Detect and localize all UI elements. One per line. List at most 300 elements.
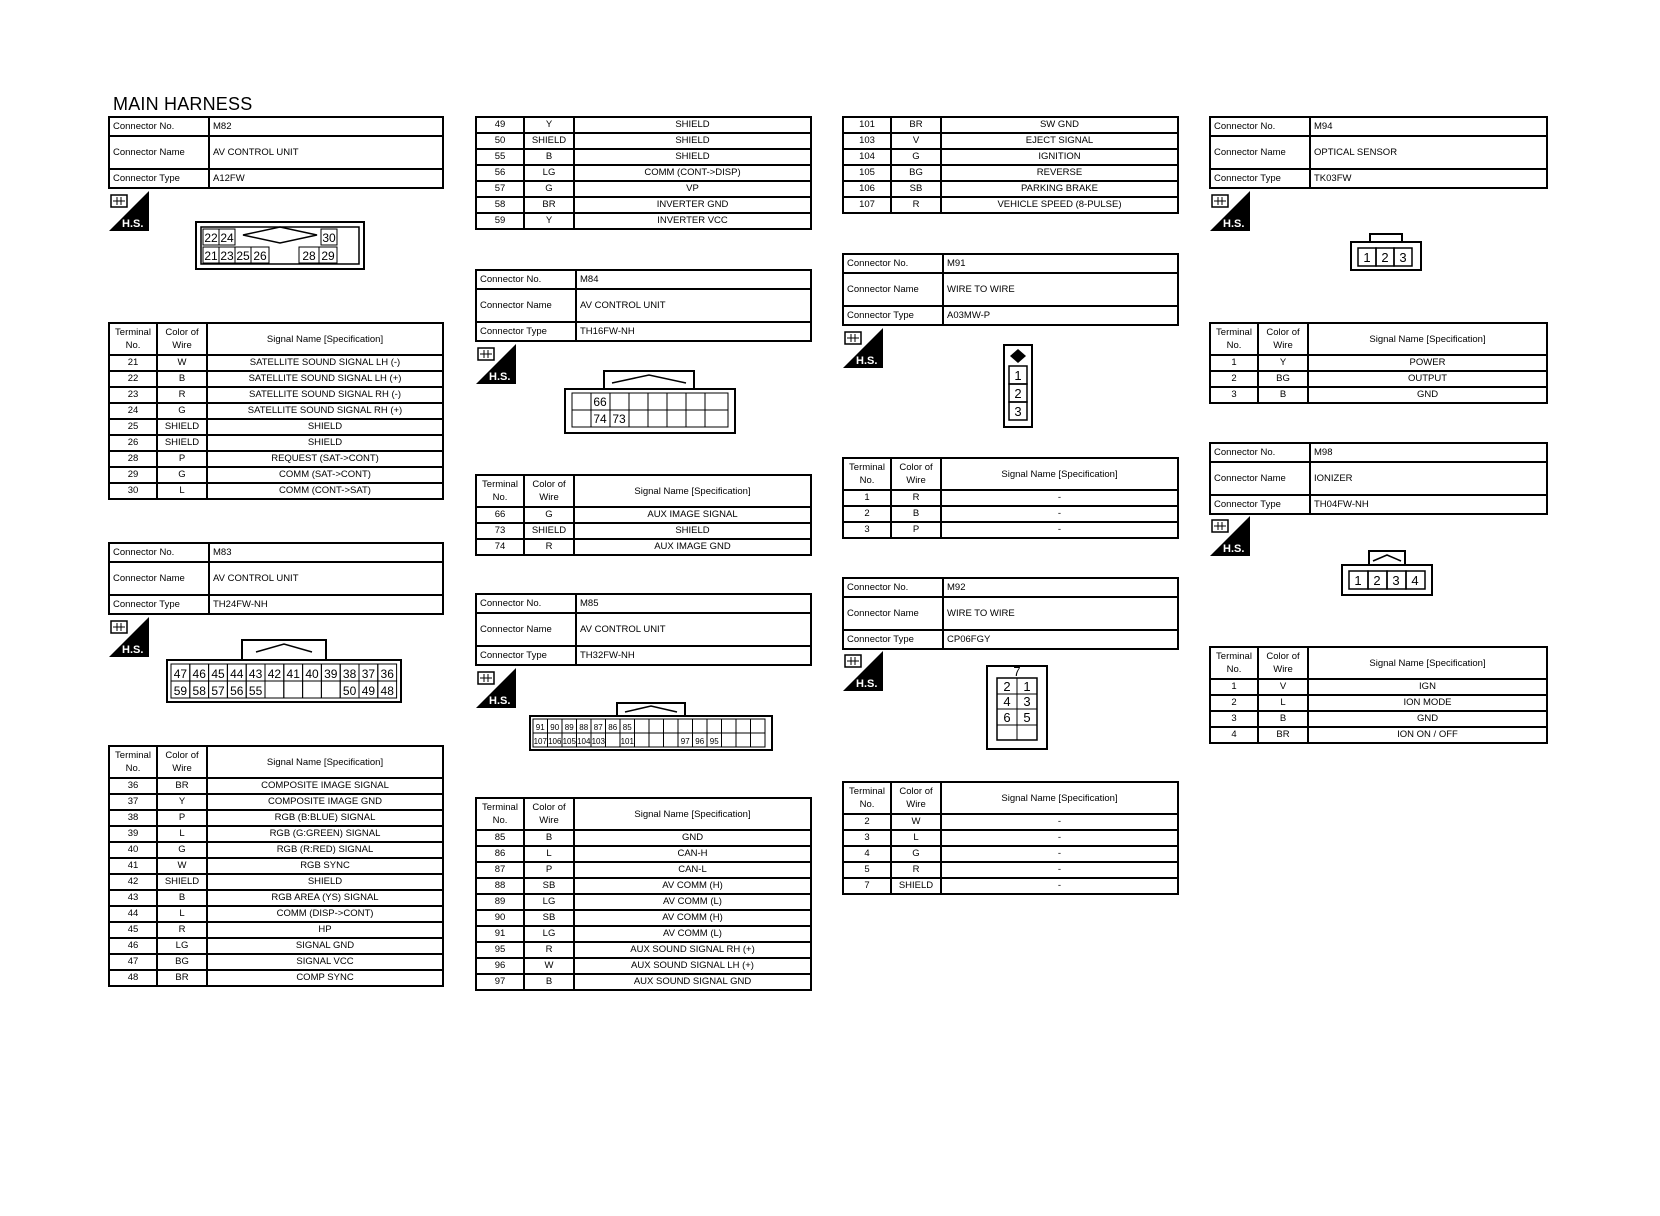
signal-name: COMM (SAT->CONT) <box>207 467 443 483</box>
terminal-no: 48 <box>109 970 157 986</box>
wire-color: SHIELD <box>524 133 574 149</box>
wire-color: SHIELD <box>157 419 207 435</box>
signal-name: SW GND <box>941 117 1178 133</box>
table-row <box>109 890 443 906</box>
terminal-no: 1 <box>843 490 891 506</box>
wire-color: Y <box>1258 355 1308 371</box>
hs-label: H.S. <box>122 644 144 656</box>
terminal-no: 3 <box>1210 711 1258 727</box>
pin-label: 36 <box>380 667 394 681</box>
label-connector-no: Connector No. <box>1210 117 1310 136</box>
terminal-table-m91 <box>842 457 1179 539</box>
pin-label: 2 <box>1014 386 1022 401</box>
wire-color: BR <box>891 117 941 133</box>
pin-label: 95 <box>709 737 719 746</box>
pin-label: 23 <box>220 249 234 263</box>
signal-name: COMP SYNC <box>207 970 443 986</box>
pin-label: 47 <box>173 667 188 681</box>
terminal-no: 30 <box>109 483 157 499</box>
header-color-of-wire: Color of Wire <box>891 782 941 814</box>
signal-name: SHIELD <box>207 435 443 451</box>
terminal-no: 26 <box>109 435 157 451</box>
pin-label: 3 <box>1392 573 1400 588</box>
header-signal-name: Signal Name [Specification] <box>941 782 1178 814</box>
pin-label: 1 <box>1363 250 1371 265</box>
wire-color: B <box>524 830 574 846</box>
signal-name: - <box>941 490 1178 506</box>
connector-name: AV CONTROL UNIT <box>209 136 443 169</box>
header-signal-name: Signal Name [Specification] <box>574 475 811 507</box>
terminal-no: 38 <box>109 810 157 826</box>
signal-name: - <box>941 814 1178 830</box>
label-connector-type: Connector Type <box>1210 495 1310 514</box>
signal-name: AV COMM (L) <box>574 926 811 942</box>
signal-name: SHIELD <box>207 419 443 435</box>
terminal-no: 7 <box>843 878 891 894</box>
signal-name: IGN <box>1308 679 1547 695</box>
wire-color: LG <box>157 938 207 954</box>
pin-label: 3 <box>1014 404 1022 419</box>
table-row <box>109 778 443 794</box>
wire-color: R <box>891 197 941 213</box>
pin-label: 28 <box>302 249 316 263</box>
signal-name: VEHICLE SPEED (8-PULSE) <box>941 197 1178 213</box>
signal-name: CAN-L <box>574 862 811 878</box>
terminal-no: 49 <box>476 117 524 133</box>
table-row <box>843 133 1178 149</box>
signal-name: SHIELD <box>574 133 811 149</box>
terminal-no: 89 <box>476 894 524 910</box>
pin-label: 29 <box>321 249 335 263</box>
table-row <box>1210 711 1547 727</box>
wire-color: P <box>524 862 574 878</box>
table-row <box>843 830 1178 846</box>
wire-color: Y <box>524 117 574 133</box>
signal-name: SATELLITE SOUND SIGNAL RH (+) <box>207 403 443 419</box>
terminal-no: 2 <box>843 814 891 830</box>
wire-color: R <box>524 539 574 555</box>
table-row <box>109 954 443 970</box>
connector-name: AV CONTROL UNIT <box>576 613 811 646</box>
signal-name: HP <box>207 922 443 938</box>
wire-color: B <box>157 371 207 387</box>
table-row <box>476 507 811 523</box>
label-connector-type: Connector Type <box>109 169 209 188</box>
wire-color: BG <box>1258 371 1308 387</box>
table-row <box>476 862 811 878</box>
signal-name: AV COMM (H) <box>574 878 811 894</box>
connector-no: M98 <box>1310 443 1547 462</box>
terminal-no: 3 <box>843 522 891 538</box>
label-connector-no: Connector No. <box>1210 443 1310 462</box>
connector-no: M91 <box>943 254 1178 273</box>
table-row <box>843 846 1178 862</box>
terminal-no: 105 <box>843 165 891 181</box>
wire-color: B <box>891 506 941 522</box>
wire-color: Y <box>157 794 207 810</box>
table-row <box>476 523 811 539</box>
terminal-no: 23 <box>109 387 157 403</box>
terminal-no: 66 <box>476 507 524 523</box>
table-row <box>476 894 811 910</box>
wire-color: L <box>157 826 207 842</box>
label-connector-no: Connector No. <box>843 254 943 273</box>
header-terminal-no: Terminal No. <box>1210 323 1258 355</box>
signal-name: INVERTER GND <box>574 197 811 213</box>
table-row <box>109 922 443 938</box>
table-row <box>476 926 811 942</box>
table-row <box>476 958 811 974</box>
connector-info-m92 <box>842 577 1179 650</box>
wire-color: B <box>524 149 574 165</box>
table-row <box>1210 727 1547 743</box>
terminal-no: 40 <box>109 842 157 858</box>
table-row <box>843 490 1178 506</box>
label-connector-name: Connector Name <box>843 597 943 630</box>
pin-label: 42 <box>267 667 282 681</box>
terminal-no: 107 <box>843 197 891 213</box>
table-row <box>109 906 443 922</box>
wire-color: V <box>891 133 941 149</box>
pin-label: 3 <box>1023 694 1031 709</box>
table-row <box>1210 355 1547 371</box>
table-row <box>109 858 443 874</box>
terminal-no: 85 <box>476 830 524 846</box>
label-connector-name: Connector Name <box>476 613 576 646</box>
connector-name: WIRE TO WIRE <box>943 273 1178 306</box>
connector-name: OPTICAL SENSOR <box>1310 136 1547 169</box>
terminal-no: 58 <box>476 197 524 213</box>
connector-name: AV CONTROL UNIT <box>576 289 811 322</box>
signal-name: GND <box>574 830 811 846</box>
pin-label: 106 <box>548 737 562 746</box>
signal-name: SHIELD <box>574 117 811 133</box>
label-connector-name: Connector Name <box>476 289 576 322</box>
connector-type: TK03FW <box>1310 169 1547 188</box>
connector-type: CP06FGY <box>943 630 1178 649</box>
table-row <box>476 197 811 213</box>
signal-name: RGB (B:BLUE) SIGNAL <box>207 810 443 826</box>
header-color-of-wire: Color of Wire <box>1258 323 1308 355</box>
table-row <box>843 181 1178 197</box>
wire-color: G <box>891 149 941 165</box>
signal-name: AUX IMAGE SIGNAL <box>574 507 811 523</box>
pin-label: 50 <box>342 684 357 698</box>
hs-label: H.S. <box>856 355 878 367</box>
connector-no: M82 <box>209 117 443 136</box>
terminal-no: 28 <box>109 451 157 467</box>
wire-color: LG <box>524 165 574 181</box>
connector-type: TH04FW-NH <box>1310 495 1547 514</box>
table-row <box>843 506 1178 522</box>
terminal-table-m82 <box>108 322 444 500</box>
terminal-no: 45 <box>109 922 157 938</box>
signal-name: SATELLITE SOUND SIGNAL RH (-) <box>207 387 443 403</box>
pin-label: 37 <box>361 667 376 681</box>
table-row <box>109 938 443 954</box>
label-connector-name: Connector Name <box>1210 462 1310 495</box>
signal-name: COMPOSITE IMAGE GND <box>207 794 443 810</box>
terminal-table-m85-continued <box>842 116 1179 214</box>
hs-label: H.S. <box>856 678 878 690</box>
table-row <box>476 974 811 990</box>
signal-name: AUX SOUND SIGNAL LH (+) <box>574 958 811 974</box>
signal-name: AUX SOUND SIGNAL RH (+) <box>574 942 811 958</box>
signal-name: AUX SOUND SIGNAL GND <box>574 974 811 990</box>
table-row <box>843 814 1178 830</box>
label-connector-name: Connector Name <box>843 273 943 306</box>
pin-label: 21 <box>204 249 218 263</box>
table-row <box>109 826 443 842</box>
table-row <box>476 117 811 133</box>
wire-color: LG <box>524 894 574 910</box>
signal-name: SHIELD <box>207 874 443 890</box>
connector-no: M84 <box>576 270 811 289</box>
terminal-no: 37 <box>109 794 157 810</box>
terminal-no: 42 <box>109 874 157 890</box>
pin-label: 30 <box>322 231 336 245</box>
signal-name: COMM (CONT->DISP) <box>574 165 811 181</box>
table-row <box>476 539 811 555</box>
wire-color: G <box>524 181 574 197</box>
wire-color: SHIELD <box>157 874 207 890</box>
table-row <box>476 213 811 229</box>
label-connector-type: Connector Type <box>476 322 576 341</box>
terminal-no: 106 <box>843 181 891 197</box>
pin-label: 59 <box>173 684 188 698</box>
terminal-no: 25 <box>109 419 157 435</box>
pin-label: 88 <box>579 723 589 732</box>
table-row <box>1210 695 1547 711</box>
connector-info-m94 <box>1209 116 1548 189</box>
signal-name: GND <box>1308 711 1547 727</box>
wire-color: BR <box>1258 727 1308 743</box>
signal-name: - <box>941 830 1178 846</box>
pin-label: 41 <box>286 667 300 681</box>
pin-label: 107 <box>533 737 547 746</box>
table-row <box>109 451 443 467</box>
pin-label: 46 <box>192 667 206 681</box>
terminal-no: 5 <box>843 862 891 878</box>
pin-label: 96 <box>695 737 705 746</box>
terminal-no: 59 <box>476 213 524 229</box>
pin-label: 24 <box>220 231 234 245</box>
table-row <box>476 910 811 926</box>
pin-label: 7 <box>1013 665 1021 679</box>
terminal-no: 50 <box>476 133 524 149</box>
wire-color: P <box>157 810 207 826</box>
wire-color: BR <box>524 197 574 213</box>
wire-color: BR <box>157 778 207 794</box>
wire-color: B <box>1258 711 1308 727</box>
pin-label: 1 <box>1354 573 1362 588</box>
signal-name: - <box>941 522 1178 538</box>
pin-label: 49 <box>361 684 376 698</box>
header-color-of-wire: Color of Wire <box>157 746 207 778</box>
signal-name: GND <box>1308 387 1547 403</box>
label-connector-name: Connector Name <box>109 562 209 595</box>
connector-info-m98 <box>1209 442 1548 515</box>
terminal-no: 97 <box>476 974 524 990</box>
table-row <box>476 165 811 181</box>
header-signal-name: Signal Name [Specification] <box>1308 323 1547 355</box>
wire-color: V <box>1258 679 1308 695</box>
terminal-no: 2 <box>1210 695 1258 711</box>
header-signal-name: Signal Name [Specification] <box>1308 647 1547 679</box>
wire-color: B <box>157 890 207 906</box>
pin-label: 85 <box>622 723 632 732</box>
terminal-no: 47 <box>109 954 157 970</box>
signal-name: RGB (R:RED) SIGNAL <box>207 842 443 858</box>
wire-color: B <box>1258 387 1308 403</box>
table-row <box>109 467 443 483</box>
terminal-no: 1 <box>1210 679 1258 695</box>
connector-type: A03MW-P <box>943 306 1178 325</box>
connector-info-m84 <box>475 269 812 342</box>
pin-label: 55 <box>248 684 263 698</box>
wire-color: SHIELD <box>157 435 207 451</box>
table-header-row <box>1210 323 1547 355</box>
pin-label: 38 <box>342 667 357 681</box>
terminal-no: 29 <box>109 467 157 483</box>
connector-name: WIRE TO WIRE <box>943 597 1178 630</box>
connector-type: TH24FW-NH <box>209 595 443 614</box>
table-row <box>109 403 443 419</box>
wire-color: LG <box>524 926 574 942</box>
header-terminal-no: Terminal No. <box>843 458 891 490</box>
signal-name: REQUEST (SAT->CONT) <box>207 451 443 467</box>
terminal-no: 55 <box>476 149 524 165</box>
pin-label: 103 <box>591 737 605 746</box>
wire-color: BG <box>891 165 941 181</box>
hs-icon <box>109 617 149 657</box>
terminal-no: 22 <box>109 371 157 387</box>
pin-label: 1 <box>1014 368 1022 383</box>
terminal-no: 46 <box>109 938 157 954</box>
wire-color: SB <box>891 181 941 197</box>
pin-label: 4 <box>1003 694 1011 709</box>
label-connector-type: Connector Type <box>476 646 576 665</box>
table-row <box>109 483 443 499</box>
pin-label: 1 <box>1023 679 1031 694</box>
pin-label: 90 <box>550 723 560 732</box>
header-terminal-no: Terminal No. <box>1210 647 1258 679</box>
wire-color: W <box>157 858 207 874</box>
terminal-no: 103 <box>843 133 891 149</box>
terminal-table-m94 <box>1209 322 1548 404</box>
wire-color: G <box>157 403 207 419</box>
table-row <box>843 878 1178 894</box>
terminal-no: 56 <box>476 165 524 181</box>
pin-label: 58 <box>192 684 206 698</box>
table-row <box>109 435 443 451</box>
pin-label: 4 <box>1411 573 1419 588</box>
connector-no: M92 <box>943 578 1178 597</box>
wire-color: P <box>891 522 941 538</box>
signal-name: - <box>941 506 1178 522</box>
header-color-of-wire: Color of Wire <box>524 798 574 830</box>
terminal-table-m83-continued <box>475 116 812 230</box>
connector-info-m82 <box>108 116 444 189</box>
pin-label: 56 <box>230 684 244 698</box>
terminal-table-m85 <box>475 797 812 991</box>
wire-color: SHIELD <box>524 523 574 539</box>
signal-name: EJECT SIGNAL <box>941 133 1178 149</box>
pin-label: 2 <box>1003 679 1011 694</box>
signal-name: RGB (G:GREEN) SIGNAL <box>207 826 443 842</box>
pin-label: 89 <box>564 723 574 732</box>
page-title: MAIN HARNESS <box>113 94 253 114</box>
terminal-no: 73 <box>476 523 524 539</box>
pin-label: 45 <box>211 667 225 681</box>
table-row <box>476 133 811 149</box>
table-row <box>476 181 811 197</box>
pin-label: 87 <box>593 723 603 732</box>
table-row <box>1210 679 1547 695</box>
wire-color: Y <box>524 213 574 229</box>
terminal-no: 2 <box>843 506 891 522</box>
label-connector-name: Connector Name <box>109 136 209 169</box>
pin-label: 48 <box>380 684 394 698</box>
signal-name: COMPOSITE IMAGE SIGNAL <box>207 778 443 794</box>
table-header-row <box>843 782 1178 814</box>
connector-info-m83 <box>108 542 444 615</box>
hs-label: H.S. <box>1223 543 1245 555</box>
pin-label: 5 <box>1023 710 1031 725</box>
signal-name: COMM (CONT->SAT) <box>207 483 443 499</box>
table-row <box>843 117 1178 133</box>
hs-icon <box>1210 191 1250 231</box>
terminal-no: 96 <box>476 958 524 974</box>
wire-color: SB <box>524 910 574 926</box>
terminal-no: 44 <box>109 906 157 922</box>
terminal-table-m98 <box>1209 646 1548 744</box>
label-connector-no: Connector No. <box>476 270 576 289</box>
signal-name: ION MODE <box>1308 695 1547 711</box>
table-row <box>843 149 1178 165</box>
table-row <box>1210 371 1547 387</box>
connector-type: TH32FW-NH <box>576 646 811 665</box>
wire-color: W <box>524 958 574 974</box>
hs-icon <box>476 668 516 708</box>
label-connector-no: Connector No. <box>109 117 209 136</box>
terminal-no: 90 <box>476 910 524 926</box>
terminal-no: 88 <box>476 878 524 894</box>
signal-name: VP <box>574 181 811 197</box>
signal-name: POWER <box>1308 355 1547 371</box>
label-connector-type: Connector Type <box>843 630 943 649</box>
terminal-no: 74 <box>476 539 524 555</box>
hs-icon <box>476 344 516 384</box>
signal-name: SHIELD <box>574 149 811 165</box>
signal-name: COMM (DISP->CONT) <box>207 906 443 922</box>
signal-name: - <box>941 878 1178 894</box>
terminal-table-m92 <box>842 781 1179 895</box>
wire-color: R <box>891 862 941 878</box>
header-terminal-no: Terminal No. <box>843 782 891 814</box>
terminal-no: 86 <box>476 846 524 862</box>
pin-label: 26 <box>253 249 267 263</box>
header-color-of-wire: Color of Wire <box>891 458 941 490</box>
table-row <box>1210 387 1547 403</box>
terminal-no: 36 <box>109 778 157 794</box>
wire-color: R <box>157 922 207 938</box>
label-connector-type: Connector Type <box>109 595 209 614</box>
pin-label: 43 <box>248 667 263 681</box>
connector-info-m91 <box>842 253 1179 326</box>
connector-name: IONIZER <box>1310 462 1547 495</box>
signal-name: AV COMM (H) <box>574 910 811 926</box>
